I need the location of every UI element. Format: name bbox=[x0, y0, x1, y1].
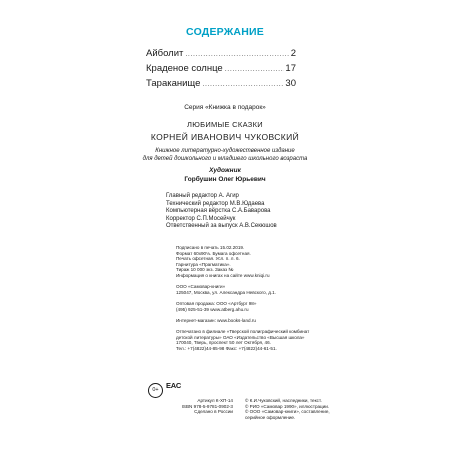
toc-leader-dots bbox=[185, 51, 289, 58]
staff-line: Ответственный за выпуск А.В.Секюшов bbox=[166, 223, 277, 230]
pub-line: Подписано в печать 15.02.2019. bbox=[176, 245, 245, 250]
book-subtitle: ЛЮБИМЫЕ СКАЗКИ bbox=[187, 120, 263, 129]
staff-line: Компьютерная вёрстка С.А.Баварова bbox=[166, 208, 271, 215]
toc-entry bbox=[146, 48, 296, 63]
copyright-line: © ООО «Самовар-книги», составление, bbox=[245, 409, 330, 415]
toc-entry bbox=[146, 63, 296, 78]
toc-leader-dots bbox=[225, 66, 285, 73]
isbn-number: ISBN 978-5-9781-0902-3 bbox=[181, 403, 233, 409]
age-rating-badge: 0+ bbox=[148, 383, 163, 398]
pub-line: ООО «Самовар-книги» bbox=[176, 284, 226, 290]
pub-line: Тел.: +7(4822)44-85-98 Факс: +7(4822)44-61-51. bbox=[176, 345, 277, 351]
pub-line: Отпечатано в филиале «Тверской полиграфический комбинат bbox=[176, 328, 310, 334]
staff-line: Главный редактор А. Агир bbox=[166, 193, 239, 199]
edition-description bbox=[0, 148, 450, 163]
staff-line: Корректор С.П.Мосейчук bbox=[166, 215, 236, 222]
toc-title: СОДЕРЖАНИЕ bbox=[186, 26, 264, 38]
table-of-contents bbox=[146, 48, 296, 93]
pub-line: Интернет-магазин: www.books-land.ru bbox=[176, 317, 256, 323]
article-number: Артикул К-ХП-14 bbox=[197, 398, 233, 403]
artist-role: Художник bbox=[209, 167, 241, 174]
artist-name: Горбушин Олег Юрьевич bbox=[184, 176, 266, 183]
edition-line: для детей дошкольного и младшего школьного возраста bbox=[142, 155, 308, 162]
pub-line: Гарнитура «Прагматика». bbox=[176, 261, 231, 267]
toc-entry-page: 30 bbox=[285, 78, 296, 89]
series-name: Серия «Книжка в подарок» bbox=[184, 104, 266, 111]
pub-line: Информация о книгах на сайте www.kniqi.ru bbox=[176, 272, 270, 278]
pub-line: (495) 925-51-39 www.atberg.ahu.ru bbox=[176, 306, 249, 312]
copyright-line: © РИО «Самовар 1990», иллюстрации. bbox=[245, 403, 330, 409]
publication-details bbox=[176, 245, 309, 351]
made-in: Сделано в России bbox=[194, 409, 233, 415]
pub-line: детской литературы» ОАО «Издательство «Высшая школа» bbox=[176, 334, 305, 340]
toc-entry-title: Краденое солнце bbox=[146, 63, 223, 74]
copyright-line: серийное оформление. bbox=[245, 414, 296, 420]
toc-entry-page: 2 bbox=[290, 48, 296, 59]
pub-line: 170040, Тверь, проспект 50 лет Октября, 46. bbox=[176, 340, 271, 346]
pub-line: Формат 60х90⅛. Бумага офсетная. bbox=[176, 250, 251, 256]
pub-line: Тираж 10 000 экз. Заказ № bbox=[176, 267, 234, 273]
toc-entry-page: 17 bbox=[285, 63, 296, 74]
toc-entry-title: Тараканище bbox=[146, 78, 201, 89]
toc-entry-title: Айболит bbox=[146, 48, 184, 59]
toc-leader-dots bbox=[202, 81, 284, 88]
pub-line: 125047, Москва, ул. Александра Невского, д.1. bbox=[176, 289, 277, 295]
copyright-line: © К.И.Чуковский, наследники, текст. bbox=[245, 398, 322, 403]
isbn-block bbox=[163, 398, 233, 415]
pub-line: Печать офсетная. Усл. п. л. 6. bbox=[176, 256, 240, 262]
editorial-staff bbox=[166, 193, 277, 231]
copyright-notices bbox=[245, 398, 330, 420]
toc-entry bbox=[146, 78, 296, 93]
edition-line: Книжное литературно-художественное издание bbox=[155, 148, 295, 154]
pub-line: Оптовая продажа: ООО «Артбург 98» bbox=[176, 300, 257, 306]
author-name: КОРНЕЙ ИВАНОВИЧ ЧУКОВСКИЙ bbox=[150, 132, 300, 142]
staff-line: Технический редактор М.В.Юдаева bbox=[166, 200, 265, 207]
eac-mark: EAC bbox=[166, 381, 181, 390]
